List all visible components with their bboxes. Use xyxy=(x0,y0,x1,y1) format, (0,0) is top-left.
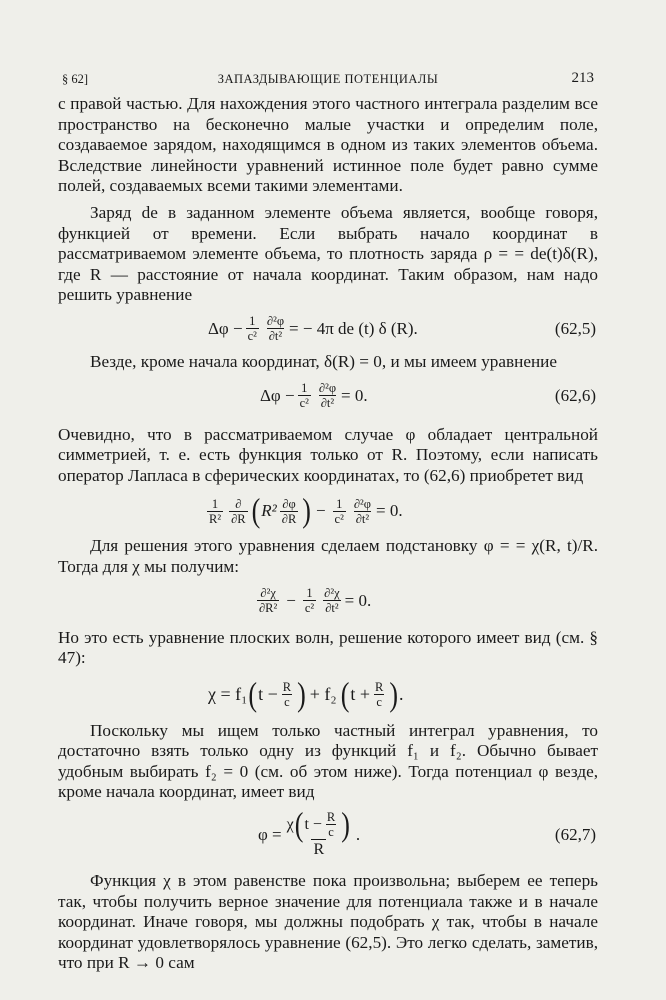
page xyxy=(58,68,598,974)
section-marker: § 62] xyxy=(62,72,89,86)
right-paren: ) xyxy=(341,805,350,843)
eq-term: 1 xyxy=(336,496,343,511)
paragraph-3: Везде, кроме начала координат, δ(R) = 0, и мы имеем уравнение xyxy=(90,351,557,371)
eq-term: c² xyxy=(304,601,315,615)
eq-term: t − xyxy=(304,815,322,833)
eq-term: χ = f₁ xyxy=(208,684,248,705)
equation-62-7 xyxy=(58,803,598,867)
eq-term: R xyxy=(282,680,292,695)
left-paren: ( xyxy=(294,805,304,843)
paragraph-2: Заряд de в заданном элементе объема является, вообще говоря, функцией от времени. Если выбрать начало координат в рассматриваемом элементе объема, то плотность заряда ρ = = de(t)δ(R), где R — расстояние от начала координат. Таким образом, нам надо решить уравнение xyxy=(58,202,598,305)
right-paren: ) xyxy=(389,675,399,713)
eq-term: c xyxy=(376,695,382,710)
eq-term: 1 xyxy=(211,496,219,511)
eq-term: c² xyxy=(299,396,309,411)
eq-term: φ = xyxy=(258,825,282,845)
eq-term: R xyxy=(326,810,336,825)
eq-term: R xyxy=(375,680,384,695)
equation-number: (62,6) xyxy=(554,385,596,405)
eq-term: 1 xyxy=(301,381,308,396)
eq-term: ∂φ xyxy=(282,496,296,511)
eq-term: − xyxy=(315,501,326,521)
eq-term: . xyxy=(399,684,404,705)
eq-term: ∂t² xyxy=(325,601,339,615)
equation-62-5 xyxy=(58,306,598,352)
eq-term: c² xyxy=(334,511,344,526)
eq-term: R xyxy=(313,841,325,859)
running-title: ЗАПАЗДЫВАЮЩИЕ ПОТЕНЦИАЛЫ xyxy=(217,72,439,86)
left-paren: ( xyxy=(248,675,258,713)
eq-term: ∂²χ xyxy=(324,586,340,600)
eq-term: . xyxy=(355,825,361,845)
page-number: 213 xyxy=(571,70,594,86)
eq-term: = 0. xyxy=(344,590,372,610)
left-paren: ( xyxy=(340,675,350,713)
eq-term: R² xyxy=(209,511,222,526)
eq-term: + f₂ xyxy=(309,684,337,705)
eq-term: R² xyxy=(261,501,277,521)
right-paren: ) xyxy=(302,491,311,530)
eq-term: 1 xyxy=(249,314,256,329)
paragraph-5: Для решения этого уравнения сделаем подстановку φ = = χ(R, t)/R. Тогда для χ мы получим: xyxy=(58,536,598,576)
eq-term: t + xyxy=(350,684,371,705)
eq-term: ∂t² xyxy=(268,329,283,344)
paragraph-1: с правой частью. Для нахождения этого частного интеграла разделим все пространство на бесконечно малые участки и определим поле, создаваемое зарядом, находящимся в одном из таких элементов объема. Вследствие линейности уравнений истинное поле будет равно сумме полей, создаваемых всеми такими элементами. xyxy=(58,94,598,196)
eq-term: χ xyxy=(286,815,294,833)
left-paren: ( xyxy=(251,491,261,530)
eq-term: − xyxy=(286,590,296,610)
eq-term: = 0. xyxy=(375,501,403,521)
eq-term: = − 4π de (t) δ (R). xyxy=(289,318,418,338)
equation-number: (62,5) xyxy=(554,318,596,338)
eq-term: ∂²φ xyxy=(353,496,371,511)
eq-term: ∂ xyxy=(235,496,242,511)
paragraph-4: Очевидно, что в рассматриваемом случае φ обладает центральной симметрией, т. е. есть функция только от R. Поэтому, если написать оператор Лапласа в сферических координатах, то (62,6) приобретет вид xyxy=(58,424,598,485)
running-header xyxy=(58,68,598,94)
eq-term: = 0. xyxy=(341,385,368,405)
eq-term: t − xyxy=(258,684,278,705)
equation-62-6 xyxy=(58,373,598,419)
paragraph-7: Поскольку мы ищем только частный интеграл уравнения, то достаточно взять только одну из функций f₁ и f₂. Обычно бывает удобным выбирать f₂ = 0 (см. об этом ниже). Тогда потенциал φ везде, кроме начала координат, имеет вид xyxy=(58,720,598,802)
paragraph-6: Но это есть уравнение плоских волн, решение которого имеет вид (см. § 47): xyxy=(58,627,598,668)
eq-term: ∂t² xyxy=(355,511,370,526)
eq-term: Δφ − xyxy=(260,385,295,405)
paragraph-8: Функция χ в этом равенстве пока произвольна; выберем ее теперь так, чтобы получить верное значение для потенциала также и в начале координат. Иначе говоря, мы должны подобрать χ так, чтобы в начале координат удовлетворялось уравнение (62,5). Это легко сделать, заметив, что при R → 0 сам xyxy=(58,871,598,973)
eq-term: ∂t² xyxy=(320,396,335,411)
equation-spherical xyxy=(58,486,598,536)
eq-term: c xyxy=(328,825,334,840)
eq-term: ∂²φ xyxy=(266,314,285,329)
equation-chi xyxy=(58,578,598,624)
equation-solution xyxy=(58,669,598,721)
right-paren: ) xyxy=(297,675,306,713)
eq-term: Δφ − xyxy=(208,318,243,338)
eq627-numerator xyxy=(285,805,353,843)
eq-term: 1 xyxy=(306,586,313,600)
eq-term: ∂R xyxy=(281,511,297,526)
eq-term: ∂²φ xyxy=(318,381,337,396)
eq-term: c² xyxy=(247,329,257,344)
eq-term: ∂R² xyxy=(259,601,278,615)
eq-term: c xyxy=(284,695,290,710)
eq-term: ∂R xyxy=(231,511,246,526)
equation-number: (62,7) xyxy=(554,825,596,845)
eq-term: ∂²χ xyxy=(260,586,276,600)
